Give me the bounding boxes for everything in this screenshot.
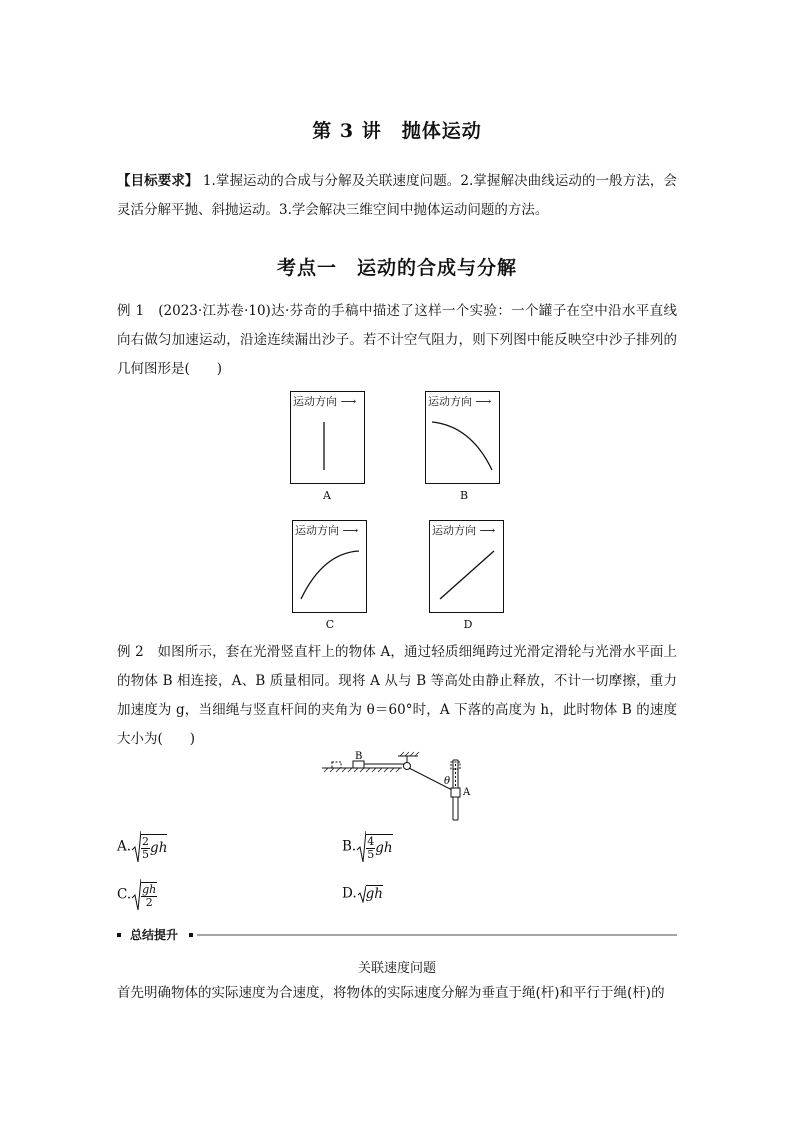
- example2-label: 例 2: [117, 644, 144, 660]
- summary-label: 总结提升: [130, 928, 179, 942]
- figure-c-curve: [293, 521, 366, 612]
- example1-paragraph: [117, 297, 677, 384]
- option-c: C. $\frac{gh}{2}$: [117, 878, 157, 912]
- arrow-right-icon: ⟶: [475, 395, 492, 408]
- figure-option-c: [292, 520, 367, 613]
- sqrt-b: $\frac{4}{5}$ gh: [356, 830, 392, 864]
- objectives-paragraph: [117, 167, 677, 225]
- figure-b-curve: [426, 392, 499, 483]
- option-a: A. $\frac{2}{5}$ gh: [117, 830, 167, 864]
- diagram-label-theta: θ: [444, 776, 451, 787]
- page-title: 第 3 讲 抛体运动: [312, 120, 482, 142]
- arrow-right-icon: ⟶: [342, 524, 359, 537]
- pulley-diagram: [320, 748, 480, 823]
- figure-caption-a: A: [323, 489, 331, 502]
- figure-caption-b: B: [459, 489, 469, 502]
- diagram-label-a: A: [463, 787, 471, 798]
- sqrt-c: $\frac{gh}{2}$: [131, 878, 157, 912]
- section-heading: 考点一 运动的合成与分解: [276, 257, 517, 279]
- figure-caption-c: C: [325, 618, 335, 631]
- option-b: B. $\frac{4}{5}$ gh: [342, 830, 393, 864]
- figure-caption-d: D: [463, 618, 473, 631]
- sqrt-a: $\frac{2}{5}$ gh: [131, 830, 167, 864]
- figure-d-curve: [430, 521, 503, 612]
- figure-option-a: [290, 391, 365, 484]
- sqrt-d: gh: [357, 885, 383, 903]
- figure-option-b: [425, 391, 500, 484]
- objectives-label: 【目标要求】: [117, 173, 199, 189]
- diagram-label-b: B: [355, 751, 363, 762]
- objectives-text: 1.掌握运动的合成与分解及关联速度问题。2.掌握解决曲线运动的一般方法，会灵活分解平抛、斜抛运动。3.学会解决三维空间中抛体运动问题的方法。: [117, 173, 678, 218]
- figure-a-curve: [291, 392, 364, 483]
- summary-paragraph: 首先明确物体的实际速度为合速度，将物体的实际速度分解为垂直于绳(杆)和平行于绳(杆)的: [117, 985, 665, 1001]
- example2-paragraph: [117, 638, 677, 754]
- summary-subtitle: 关联速度问题: [357, 961, 436, 976]
- example1-label: 例 1: [117, 303, 145, 319]
- motion-direction-label: 运动方向: [432, 524, 476, 537]
- motion-direction-label: 运动方向: [295, 524, 339, 537]
- motion-direction-label: 运动方向: [428, 395, 472, 408]
- arrow-right-icon: ⟶: [479, 524, 496, 537]
- motion-direction-label: 运动方向: [293, 395, 337, 408]
- arrow-right-icon: ⟶: [340, 395, 357, 408]
- figure-option-d: [429, 520, 504, 613]
- example1-text: (2023·江苏卷·10)达·芬奇的手稿中描述了这样一个实验：一个罐子在空中沿水平直线向右做匀加速运动，沿途连续漏出沙子。若不计空气阻力，则下列图中能反映空中沙子排列的几何图形是( ): [117, 303, 677, 377]
- summary-divider: [117, 927, 677, 943]
- example2-text: 如图所示，套在光滑竖直杆上的物体 A，通过轻质细绳跨过光滑定滑轮与光滑水平面上的物体 B 相连接，A、B 质量相同。现将 A 从与 B 等高处由静止释放，不计一切摩擦，重力加速度为 g，当细绳与竖直杆间的夹角为 θ＝60°时，A 下落的高度为 h，此时物体 B 的速度大小为( ): [117, 644, 677, 747]
- option-d: D. gh: [342, 885, 383, 902]
